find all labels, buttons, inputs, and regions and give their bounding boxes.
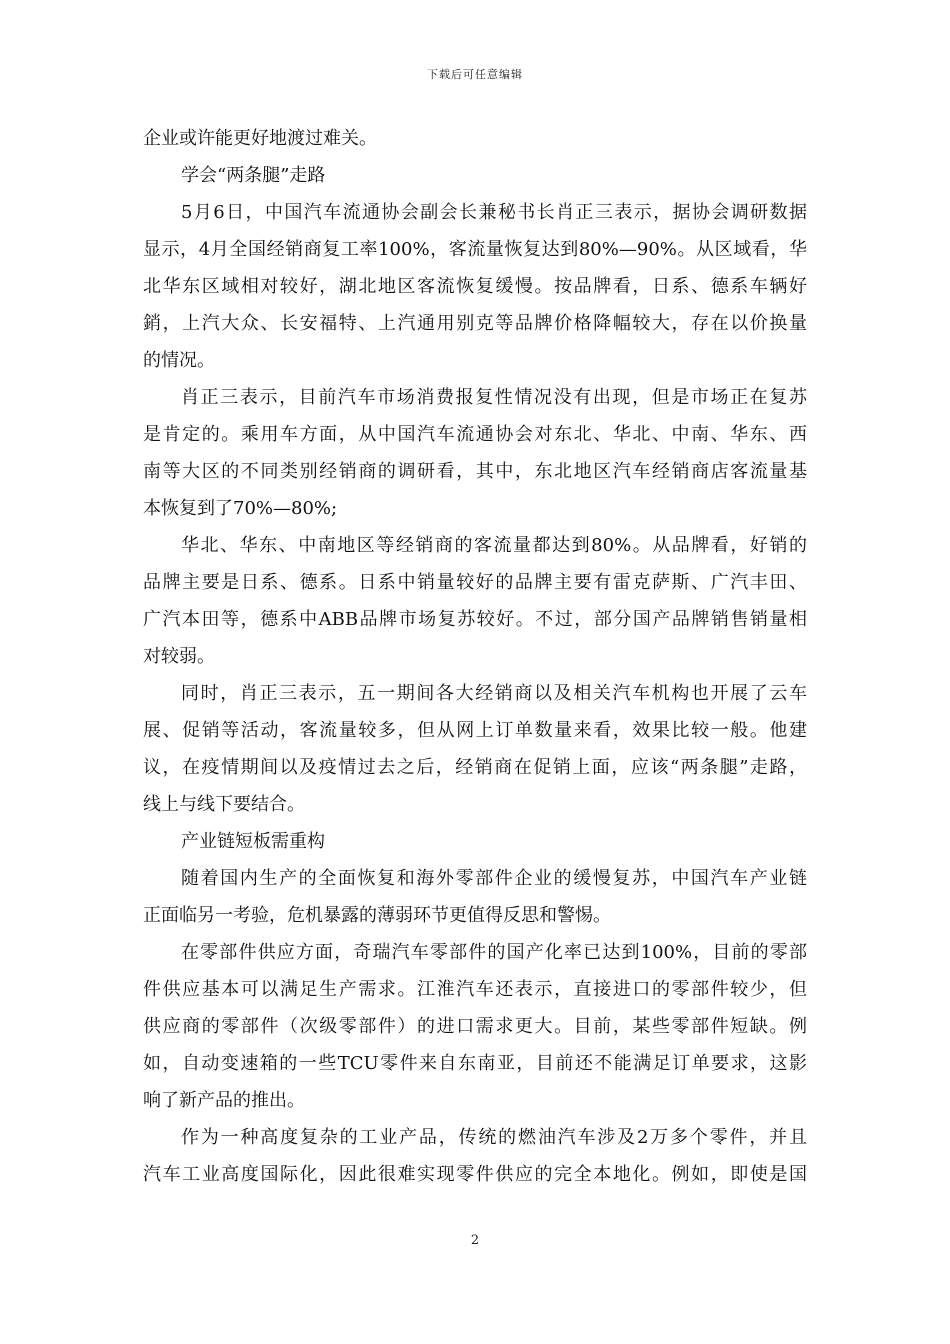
text-line: 5月6日，中国汽车流通协会副会长兼秘书长肖正三表示，据协会调研数据 bbox=[181, 202, 807, 223]
text-line: 南等大区的不同类别经销商的调研看，其中，东北地区汽车经销商店客流量基 bbox=[143, 461, 807, 482]
text-line: 汽车工业高度国际化，因此很难实现零件供应的完全本地化。例如，即使是国 bbox=[143, 1164, 807, 1185]
text-line: 品牌主要是日系、德系。日系中销量较好的品牌主要有雷克萨斯、广汽丰田、 bbox=[143, 572, 807, 593]
text-line: 本恢复到了70%—80%; bbox=[143, 498, 338, 519]
text-line: 议，在疫情期间以及疫情过去之后，经销商在促销上面，应该“两条腿”走路， bbox=[143, 757, 807, 778]
text-line: 銷，上汽大众、长安福特、上汽通用别克等品牌价格降幅较大，存在以价换量 bbox=[143, 313, 807, 334]
section-heading: 学会“两条腿”走路 bbox=[181, 165, 326, 186]
text-line: 的情况。 bbox=[143, 350, 215, 371]
page-header: 下载后可任意编辑 bbox=[427, 68, 523, 81]
text-line: 件供应基本可以满足生产需求。江淮汽车还表示，直接进口的零部件较少，但 bbox=[143, 979, 807, 1000]
page-number: 2 bbox=[470, 1233, 480, 1248]
section-heading: 产业链短板需重构 bbox=[181, 831, 325, 852]
text-line: 对较弱。 bbox=[143, 646, 215, 667]
text-line: 线上与线下要结合。 bbox=[143, 794, 305, 815]
text-line: 显示，4月全国经销商复工率100%，客流量恢复达到80%—90%。从区域看，华 bbox=[143, 239, 807, 260]
text-line: 随着国内生产的全面恢复和海外零部件企业的缓慢复苏，中国汽车产业链 bbox=[181, 868, 807, 889]
text-line: 在零部件供应方面，奇瑞汽车零部件的国产化率已达到100%，目前的零部 bbox=[181, 942, 807, 963]
text-line: 是肯定的。乘用车方面，从中国汽车流通协会对东北、华北、中南、华东、西 bbox=[143, 424, 807, 445]
text-line: 正面临另一考验，危机暴露的薄弱环节更值得反思和警惕。 bbox=[143, 905, 611, 926]
text-line: 响了新产品的推出。 bbox=[143, 1090, 305, 1111]
text-line: 企业或许能更好地渡过难关。 bbox=[143, 128, 377, 149]
text-line: 如，自动变速箱的一些TCU零件来自东南亚，目前还不能满足订单要求，这影 bbox=[143, 1053, 807, 1074]
text-line: 展、促销等活动，客流量较多，但从网上订单数量来看，效果比较一般。他建 bbox=[143, 720, 807, 741]
text-line: 华北、华东、中南地区等经销商的客流量都达到80%。从品牌看，好销的 bbox=[181, 535, 807, 556]
text-line: 同时，肖正三表示，五一期间各大经销商以及相关汽车机构也开展了云车 bbox=[181, 683, 807, 704]
document-body bbox=[143, 120, 807, 1193]
text-line: 作为一种高度复杂的工业产品，传统的燃油汽车涉及2万多个零件，并且 bbox=[181, 1127, 807, 1148]
text-line: 肖正三表示，目前汽车市场消费报复性情况没有出现，但是市场正在复苏 bbox=[181, 387, 807, 408]
text-line: 广汽本田等，德系中ABB品牌市场复苏较好。不过，部分国产品牌销售销量相 bbox=[143, 609, 807, 630]
text-line: 北华东区域相对较好，湖北地区客流恢复缓慢。按品牌看，日系、德系车辆好 bbox=[143, 276, 807, 297]
text-line: 供应商的零部件（次级零部件）的进口需求更大。目前，某些零部件短缺。例 bbox=[143, 1016, 807, 1037]
